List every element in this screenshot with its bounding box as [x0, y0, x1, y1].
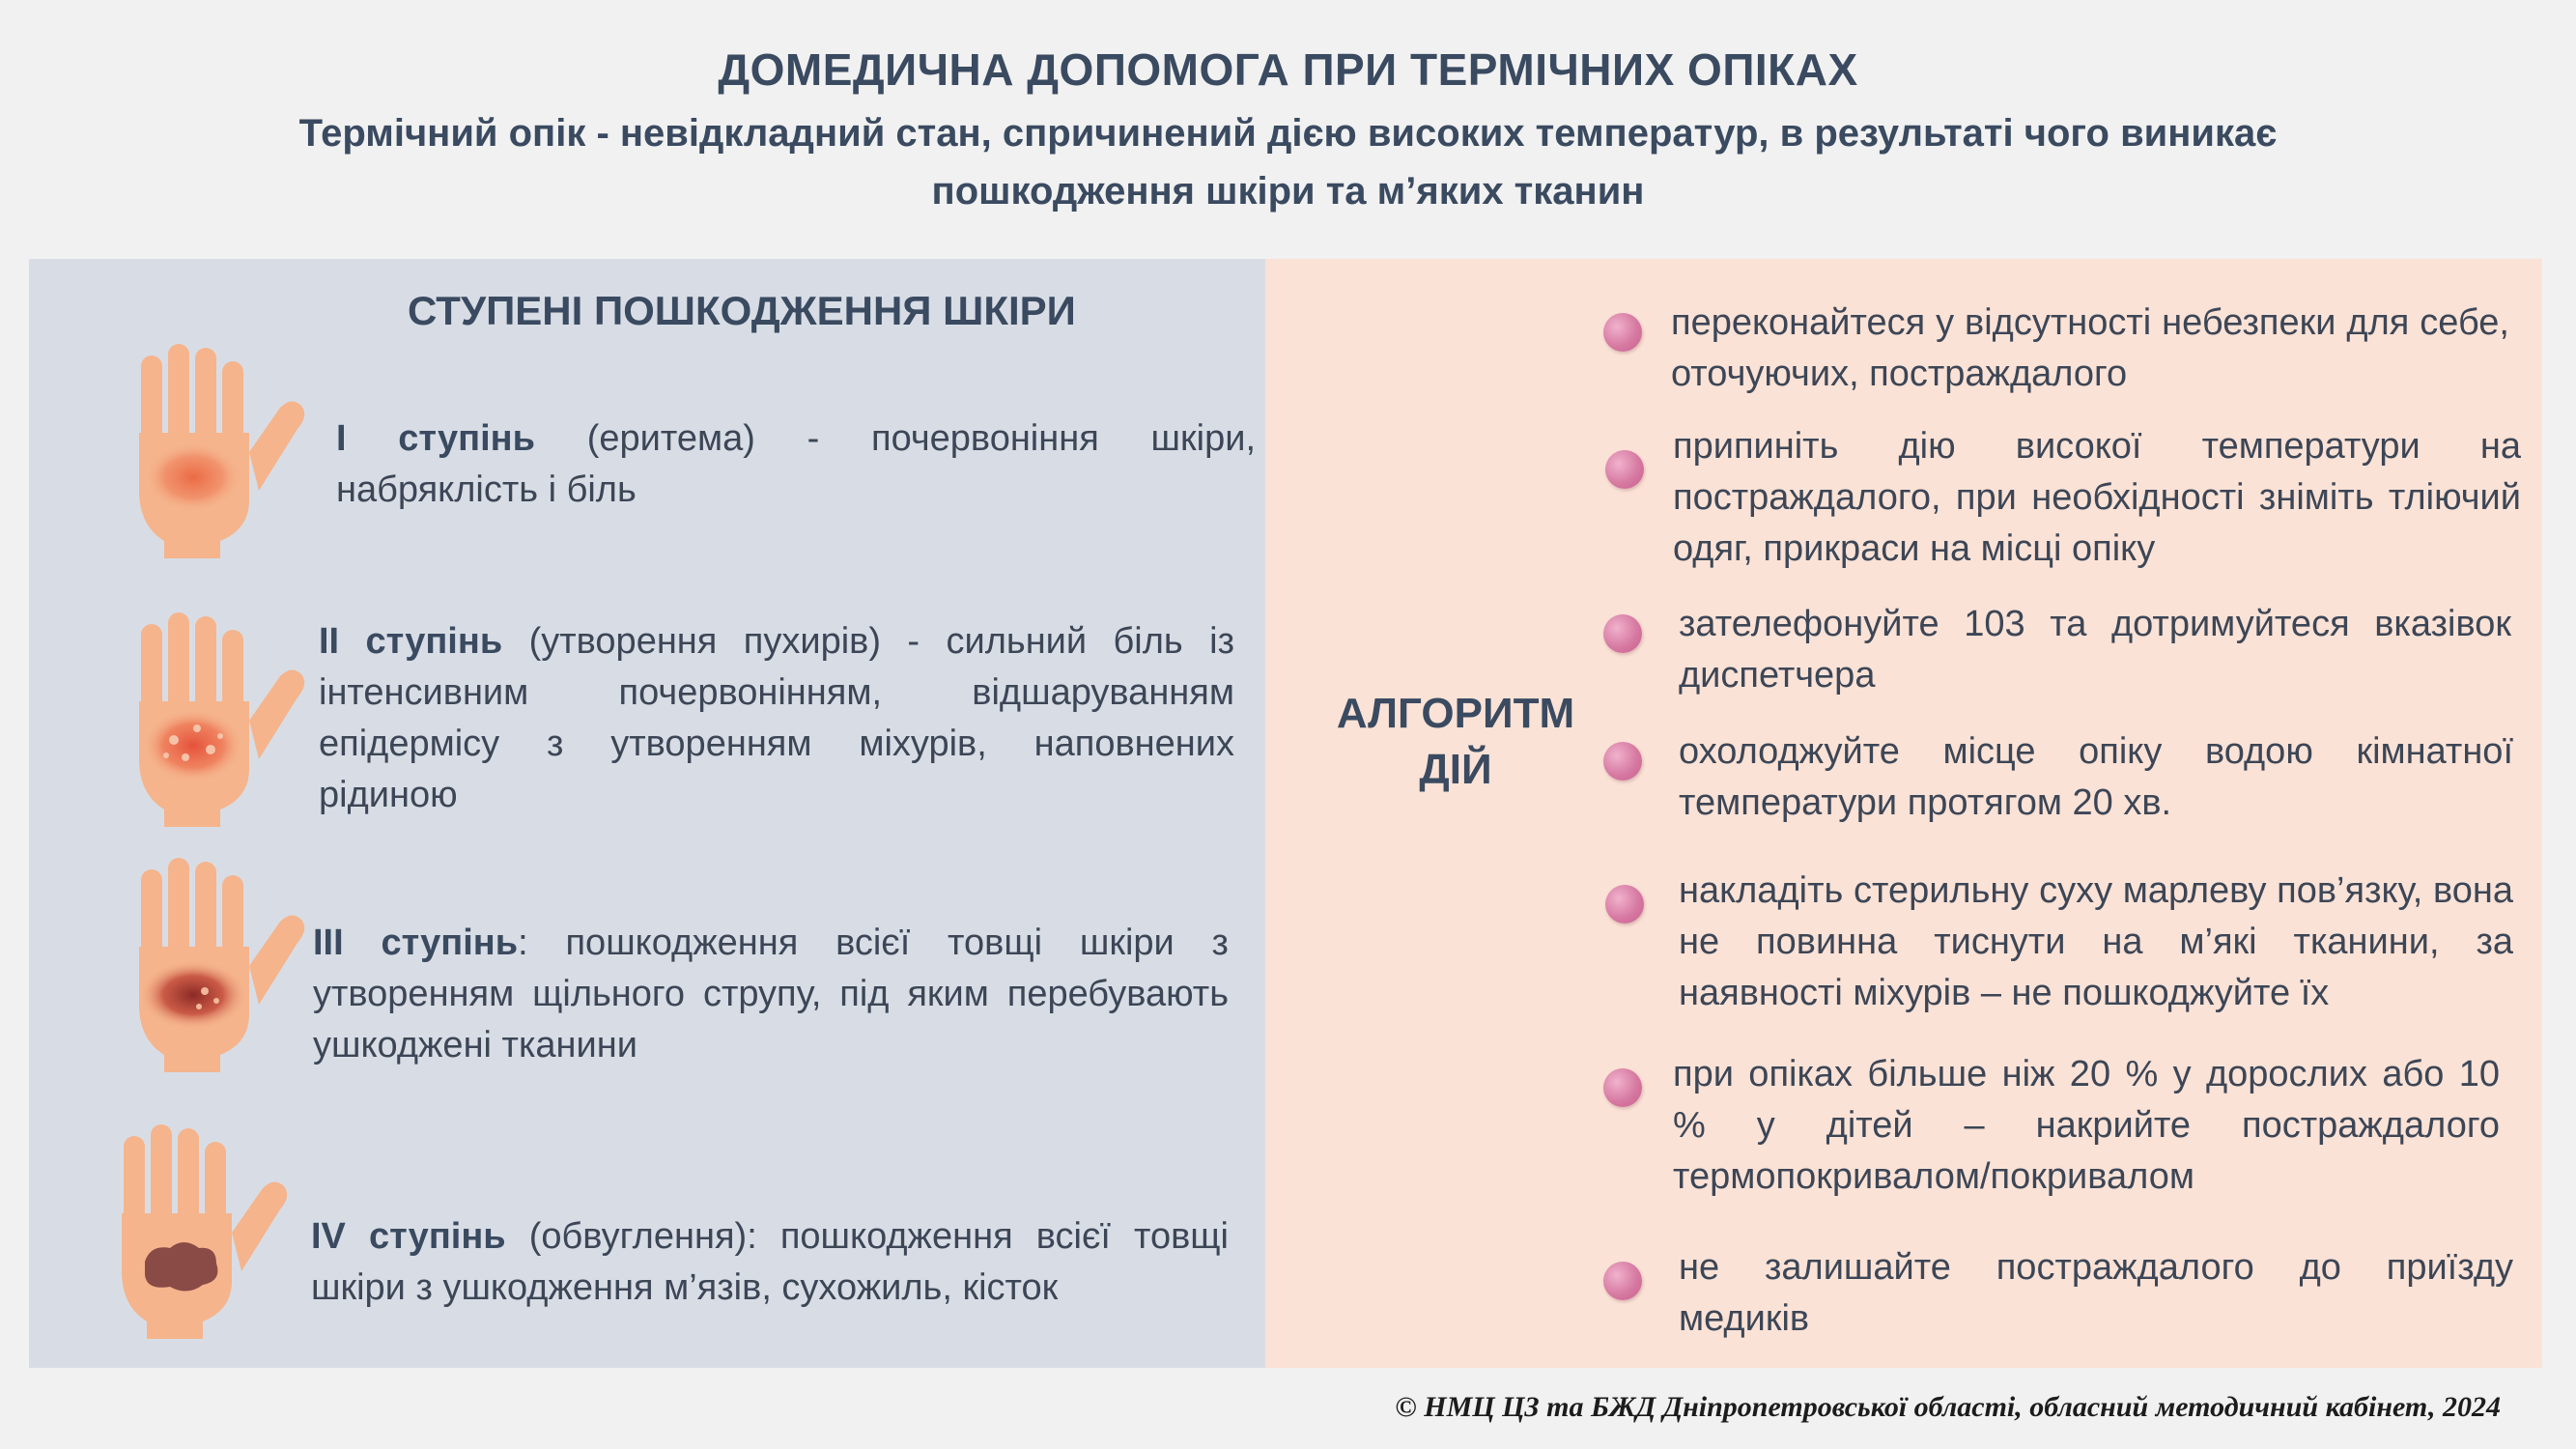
degree-1-description: (еритема) - почервоніння шкіри, набряклість і біль — [336, 418, 1257, 510]
degree-4-label: IV ступінь — [311, 1216, 506, 1257]
step-4-text: охолоджуйте місце опіку водою кімнатної температури протягом 20 хв. — [1679, 731, 2513, 823]
degree-3-description: : пошкодження всієї товщі шкіри з утворенням щільного струпу, під яким перебувають ушкоджені тканини — [313, 923, 1229, 1065]
step-7-text: не залишайте постраждалого до приїзду медиків — [1679, 1247, 2513, 1339]
step-bullet-icon — [1605, 450, 1644, 489]
copyright-footer: © НМЦ ЦЗ та БЖД Дніпропетровської області, обласний методичний кабінет, 2024 — [1395, 1391, 2501, 1423]
step-6-text: при опіках більше ніж 20 % у дорослих або 10 % у дітей – накрийте постраждалого термопокривалом/покривалом — [1673, 1054, 2500, 1197]
burn-degrees-panel: СТУПЕНІ ПОШКОДЖЕННЯ ШКІРИ І ступінь (еритема) - почервоніння шкіри, набряклість і біль ІІ ступінь (утворення пухирів) - сильний біль із інтенсивним почервонінням, відшаруванням епідермісу з утворенням міхурів, наповнених рідиною ІІІ ступінь: пошкодження всієї товщі шкіри з утворенням щільного струпу, під яким перебувають ушкоджені тканини IV ступінь (обвуглення): пошкодження всієї товщі шкіри з ушкодження м’язів, сухожиль, кісток — [29, 259, 1265, 1368]
degree-2-description: (утворення пухирів) - сильний біль із інтенсивним почервонінням, відшаруванням епідермісу з утворенням міхурів, наповнених рідиною — [319, 621, 1234, 815]
step-bullet-icon — [1603, 1068, 1642, 1107]
hand-burn-third-degree-icon — [104, 850, 317, 1077]
degree-2-label: ІІ ступінь — [319, 621, 503, 662]
hand-burn-first-degree-icon — [104, 336, 317, 563]
degree-1-text — [336, 413, 1256, 516]
algorithm-label: АЛГОРИТМ ДІЙ — [1336, 690, 1575, 793]
degree-4-description: (обвуглення): пошкодження всієї товщі шкіри з ушкодження м’язів, сухожиль, кісток — [311, 1216, 1229, 1308]
hand-burn-second-degree-icon — [104, 605, 317, 832]
step-2-text: припиніть дію високої температури на постраждалого, при необхідності зніміть тліючий одяг, прикраси на місці опіку — [1673, 426, 2521, 569]
page-title: ДОМЕДИЧНА ДОПОМОГА ПРИ ТЕРМІЧНИХ ОПІКАХ — [718, 44, 1858, 95]
step-5-text: накладіть стерильну суху марлеву пов’язку, вона не повинна тиснути на м’які тканини, за наявності міхурів – не пошкоджуйте їх — [1679, 870, 2513, 1013]
degree-3-label: ІІІ ступінь — [313, 923, 519, 963]
degree-3-text — [313, 918, 1229, 1071]
degree-4-text — [311, 1211, 1229, 1314]
step-bullet-icon — [1603, 614, 1642, 653]
step-bullet-icon — [1603, 1262, 1642, 1300]
degree-2-text — [319, 616, 1234, 821]
step-1-text: переконайтеся у відсутності небезпеки для себе, оточуючих, постраждалого — [1671, 302, 2509, 394]
page-header — [0, 39, 2576, 220]
page-subtitle-line-2: пошкодження шкіри та м’яких тканин — [931, 170, 1645, 213]
page-subtitle-line-1: Термічний опік - невідкладний стан, спричинений дією високих температур, в результаті чого виникає — [298, 112, 2278, 155]
step-bullet-icon — [1605, 885, 1644, 923]
step-bullet-icon — [1603, 313, 1642, 352]
step-3-text: зателефонуйте 103 та дотримуйтеся вказівок диспетчера — [1679, 604, 2511, 696]
hand-burn-fourth-degree-icon — [87, 1117, 299, 1344]
degree-1-label: І ступінь — [336, 418, 535, 459]
step-bullet-icon — [1603, 742, 1642, 781]
